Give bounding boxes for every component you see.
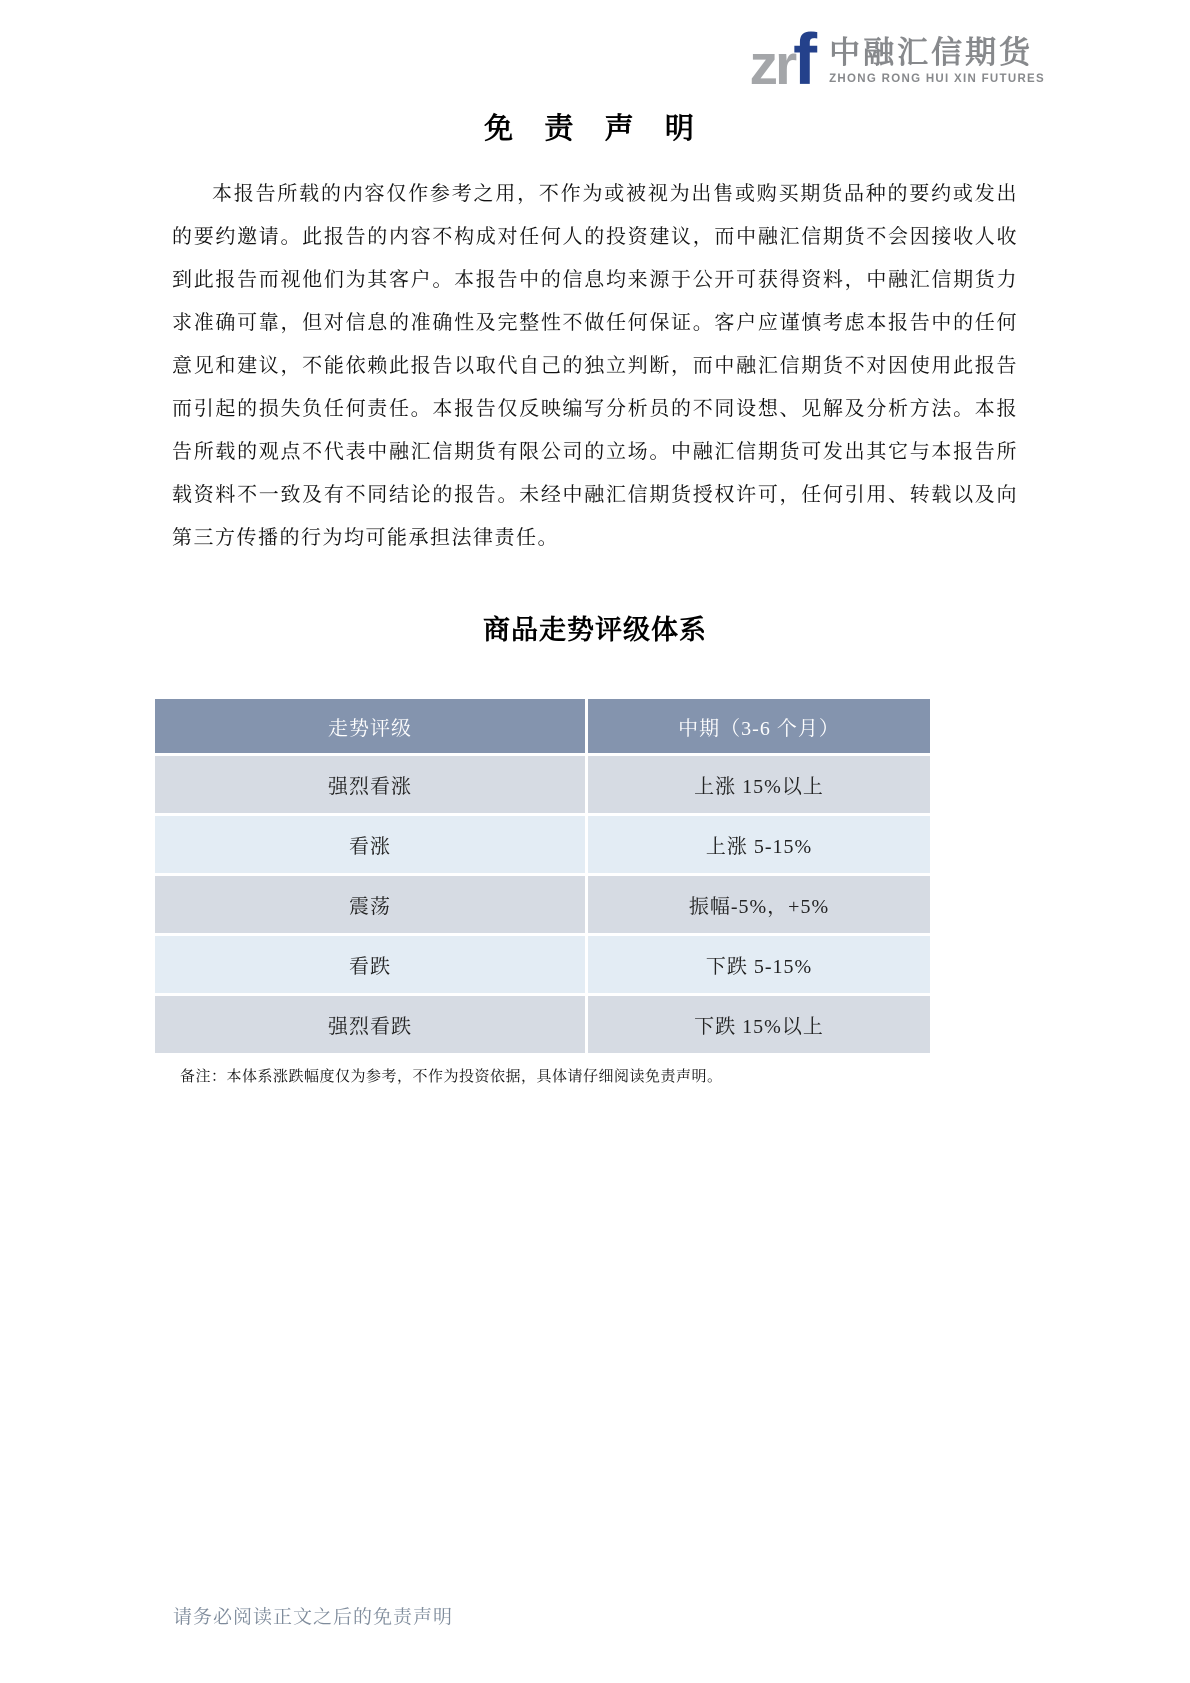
header-cell-rating: 走势评级 <box>155 699 585 753</box>
company-logo <box>749 20 1045 100</box>
rating-table <box>155 699 930 1053</box>
rating-cell: 震荡 <box>155 876 585 933</box>
disclaimer-paragraph: 本报告所载的内容仅作参考之用，不作为或被视为出售或购买期货品种的要约或发出的要约邀请。此报告的内容不构成对任何人的投资建议，而中融汇信期货不会因接收人收到此报告而视他们为其客户。本报告中的信息均来源于公开可获得资料，中融汇信期货力求准确可靠，但对信息的准确性及完整性不做任何保证。客户应谨慎考虑本报告中的任何意见和建议，不能依赖此报告以取代自己的独立判断，而中融汇信期货不对因使用此报告而引起的损失负任何责任。本报告仅反映编写分析员的不同设想、见解及分析方法。本报告所载的观点不代表中融汇信期货有限公司的立场。中融汇信期货可发出其它与本报告所载资料不一致及有不同结论的报告。未经中融汇信期货授权许可，任何引用、转载以及向第三方传播的行为均可能承担法律责任。 <box>172 183 1018 549</box>
company-name-cn: 中融汇信期货 <box>829 34 1034 70</box>
company-name-en: ZHONG RONG HUI XIN FUTURES <box>829 73 1045 86</box>
rating-cell: 看跌 <box>155 936 585 993</box>
header-cell-midterm: 中期（3-6 个月） <box>588 699 930 753</box>
range-cell: 上涨 15%以上 <box>588 756 930 813</box>
page-title: 免 责 声 明 <box>484 113 706 145</box>
range-cell: 下跌 15%以上 <box>588 996 930 1053</box>
company-name-block <box>829 35 1045 86</box>
section-title: 商品走势评级体系 <box>483 615 707 645</box>
zrf-logo-mark <box>749 20 818 100</box>
rating-cell: 强烈看涨 <box>155 756 585 813</box>
rating-cell: 看涨 <box>155 816 585 873</box>
rating-cell: 强烈看跌 <box>155 996 585 1053</box>
logo-letters-zr: zr <box>749 33 795 97</box>
footer-disclaimer-reminder: 请务必阅读正文之后的免责声明 <box>173 1607 454 1628</box>
range-cell: 振幅-5%，+5% <box>588 876 930 933</box>
range-cell: 上涨 5-15% <box>588 816 930 873</box>
table-note: 备注：本体系涨跌幅度仅为参考，不作为投资依据，具体请仔细阅读免责声明。 <box>180 1069 723 1085</box>
range-cell: 下跌 5-15% <box>588 936 930 993</box>
logo-letter-f: f <box>793 20 818 100</box>
